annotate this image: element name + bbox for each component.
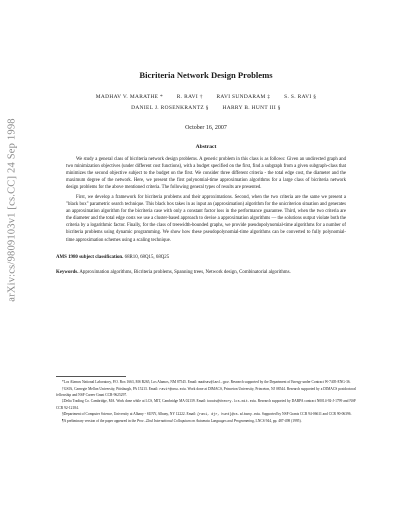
footnote-5-venue: Proc. 22nd International Colloquium on Automata Languages and Programming (136, 418, 254, 423)
abstract-body (66, 156, 346, 244)
paper-page (56, 70, 356, 276)
arxiv-stamp (0, 60, 24, 360)
paper-title: Bicriteria Network Design Problems (139, 70, 273, 80)
keywords-value: Approximation algorithms, Bicriteria problems, Spanning trees, Network design, Combinatorial algorithms. (79, 269, 291, 275)
author-r-ravi: R. RAVI † (176, 94, 203, 100)
footnote-3-text-end: . Research supported by DARPA contract N0014-92-J-1799 and NSF CCR 92-12184. (56, 399, 356, 410)
author-rosenkrantz: DANIEL J. ROSENKRANTZ § (131, 105, 209, 111)
ams-label: AMS 1980 subject classification. (56, 254, 124, 260)
arxiv-stamp-text: arXiv:cs/9809103v1 [cs.CC] 24 Sep 1998 (6, 118, 18, 302)
footnote-2-email: ravi+@cmu.edu (159, 388, 186, 392)
footnote-2-text: †GSIA, Carnegie Mellon University, Pittsburgh, PA 15213. Email: (62, 387, 160, 391)
footnote-5-text: ¶A preliminary version of the paper appeared in the (62, 418, 137, 423)
footnote-1-text: *Los Alamos National Laboratory, P.O. Box 1663, MS B265, Los Alamos, NM 87545. Email: (62, 380, 199, 384)
author-row-1 (56, 92, 356, 103)
paper-date: October 16, 2007 (185, 125, 227, 131)
footnote-4-text: §Department of Computer Science, University at Albany - SUNY, Albany, NY 12222. Email: (62, 411, 198, 416)
footnote-4 (56, 412, 356, 418)
footnote-3 (56, 399, 356, 411)
footnote-5 (56, 419, 356, 424)
footnote-3-text: ‡Delta Trading Co. Cambridge, MA. Work done while at LCS, MIT, Cambridge MA 02139. Email: (62, 399, 208, 404)
abstract-paragraph-1: We study a general class of bicriteria network design problems. A generic problem in this class is as follows: Given an undirected graph and two minimization objectives (under different cost functions), with a budget specified on the first, find a subgraph from a given subgraph-class that minimizes the second objective subject to the budget on the first. We consider three different criteria - the total edge cost, the diameter and the maximum degree of the network. Here, we present the first polynomial-time approximation algorithms for a large class of bicriteria network design problems for the above mentioned criteria. The following general types of results are presented. (66, 157, 346, 191)
footnote-1-email: madhav@lanl.gov (198, 381, 229, 385)
author-sundaram: RAVI SUNDARAM ‡ (216, 94, 271, 100)
author-marathe: MADHAV V. MARATHE * (95, 94, 164, 100)
keywords-label: Keywords. (56, 269, 79, 275)
footnote-rule (56, 376, 126, 377)
footnote-3-email: koods@theory.lcs.mit.edu (207, 400, 256, 405)
footnote-5-text-end: , LNCS 944, pp. 487-498 (1995). (253, 418, 302, 423)
abstract-heading: Abstract (195, 144, 217, 150)
footnote-2 (56, 387, 356, 399)
footnotes (56, 380, 356, 425)
footnote-1 (56, 380, 356, 386)
ams-value: 68R10, 68Q15, 68Q25 (124, 254, 170, 260)
author-hunt: HARRY B. HUNT III § (222, 105, 281, 111)
footnote-4-text-end: . Supported by NSF Grants CCR 94-06611 and CCR 90-06396. (260, 411, 352, 416)
footnote-4-email: {ravi, djr, hunt}@cs.albany.edu (197, 412, 261, 417)
abstract-paragraph-2: First, we develop a framework for bicriteria problems and their approximations. Second, when the two criteria are the same we present a "black box" parametric search technique. This black box takes in as input an (approximation) algorithm for the unicriterion situation and generates an approximation algorithm for the bicriteria case with only a constant factor loss in the performance guarantee. Third, when the two criteria are the diameter and the total edge costs we use a cluster-based approach to devise a approximation algorithms — the solutions output violate both the criteria by a logarithmic factor. Finally, for the class of treewidth-bounded graphs, we provide pseudopolynomial-time algorithms for a number of bicriteria problems using dynamic programming. We show how these pseudopolynomial-time algorithms can be converted to fully polynomial-time approximation schemes using a scaling technique. (66, 195, 346, 243)
author-ss-ravi: S. S. RAVI § (284, 94, 317, 100)
footnote-2-text-end: . Work done at DIMACS, Princeton University, Princeton, NJ 08544. Research supported by a DIMACS postdoctoral fellowship and NSF Career Grant CCR-9625297. (56, 387, 356, 398)
author-block (56, 92, 356, 114)
keywords (56, 269, 356, 276)
author-row-2 (56, 103, 356, 114)
footnote-1-text-end: . Research supported by the Department of Energy under Contract W-7405-ENG-36. (228, 380, 351, 384)
ams-classification (56, 255, 356, 260)
